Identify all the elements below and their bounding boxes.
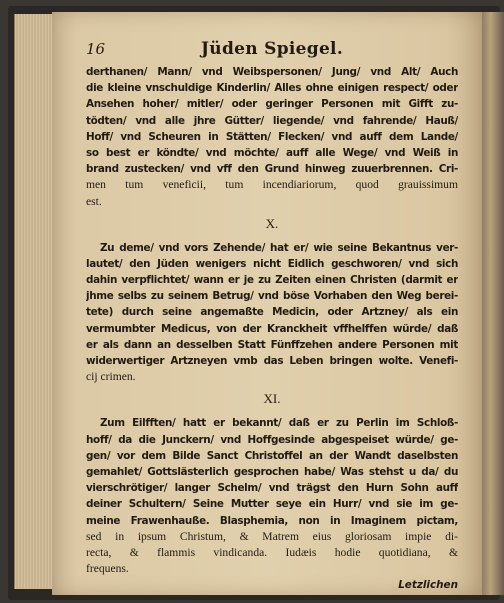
page-text-block (86, 40, 458, 593)
text-line: tete) durch seine angemaßte Medicin, oder Artzney/ als ein (86, 306, 458, 319)
section-xi-text (86, 415, 458, 577)
text-line: deiner Schultern/ Seine Mutter seye ein Hurr/ vnd sie im ge- (86, 498, 458, 511)
text-line: hoff/ da die Junckern/ vnd Hoffgesinde abgespeiset würde/ ge- (86, 433, 458, 446)
text-line: Hoff/ vnd Scheuren in Stätten/ Flecken/ vnd auff dem Lande/ (86, 130, 458, 143)
section-heading-x: X. (265, 215, 279, 231)
section-x-text (86, 240, 458, 386)
text-line: die kleine vnschuldige Kinderlin/ Alles ohne einigen respect/ oder (86, 82, 458, 95)
text-line: frequens. (86, 562, 129, 576)
section-heading-xi: XI. (263, 391, 281, 407)
page-number: 16 (86, 40, 106, 58)
text-line: er als dann an desselben Statt Fünffzehen andere Personen mit (86, 338, 458, 351)
catchword: Letzlichen (398, 579, 458, 592)
text-line: men tum veneficii, tum incendiariorum, quod grauissimum (86, 178, 458, 192)
running-head (86, 40, 458, 62)
text-line: Zum Eilfften/ hatt er bekannt/ daß er zu Perlin im Schloß- (100, 417, 458, 430)
facing-page-edge (482, 12, 504, 595)
text-line: widerwertiger Artzneyen vmb das Leben bringen wolte. Venefi- (86, 355, 458, 367)
text-line: vierschrötiger/ langer Schelm/ vnd trägst den Hurn Sohn auff (86, 482, 458, 495)
text-line: recta, & flammis vindicanda. Iudæis hodie quotidiana, & (86, 545, 458, 559)
text-line: derthanen/ Mann/ vnd Weibspersonen/ Jung/ vnd Alt/ Auch (86, 66, 458, 78)
text-line: gen/ vor dem Bilde Sanct Christoffel an der Wandt daselbsten (86, 449, 458, 462)
text-line: gemahlet/ Gottslästerlich gesprochen habe/ Was stehst u da/ du (86, 465, 458, 478)
text-line: est. (86, 194, 102, 208)
text-line: dahin verpflichtet/ wann er je zu Zeiten einen Christen (darmit er (86, 274, 458, 287)
text-line: cij crimen. (86, 370, 136, 384)
text-line: Zu deme/ vnd vors Zehende/ hat er/ wie seine Bekantnus ver- (100, 241, 458, 254)
text-line: meine Frawenhauße. Blasphemia, non in Imaginem pictam, (86, 514, 458, 527)
text-line: so best er köndte/ vnd möchte/ auff alle Wege/ vnd Weiß in (86, 146, 458, 159)
text-line: brand zustecken/ vnd vff den Grund hinweg zuuerbrennen. Cri- (86, 163, 458, 176)
paragraph-continued (86, 64, 458, 210)
text-line: tödten/ vnd alle jhre Gütter/ liegende/ vnd fahrende/ Hauß/ (86, 114, 458, 127)
running-title: Jüden Spiegel. (200, 39, 344, 59)
text-line: lautet/ den Jüden wenigers nicht Eidlich geschworen/ vnd sich (86, 257, 458, 270)
text-line: jhme selbs zu seinem Betrug/ vnd böse Vorhaben den Weg berei- (86, 290, 458, 303)
text-line: Ansehen hoher/ mitler/ oder geringer Personen mit Gifft zu- (86, 98, 458, 111)
text-line: vermumbter Medicus, von der Kranckheit vffhelffen würde/ daß (86, 322, 458, 335)
text-line: sed in ipsum Christum, & Matrem eius gloriosam impie di- (86, 529, 458, 543)
